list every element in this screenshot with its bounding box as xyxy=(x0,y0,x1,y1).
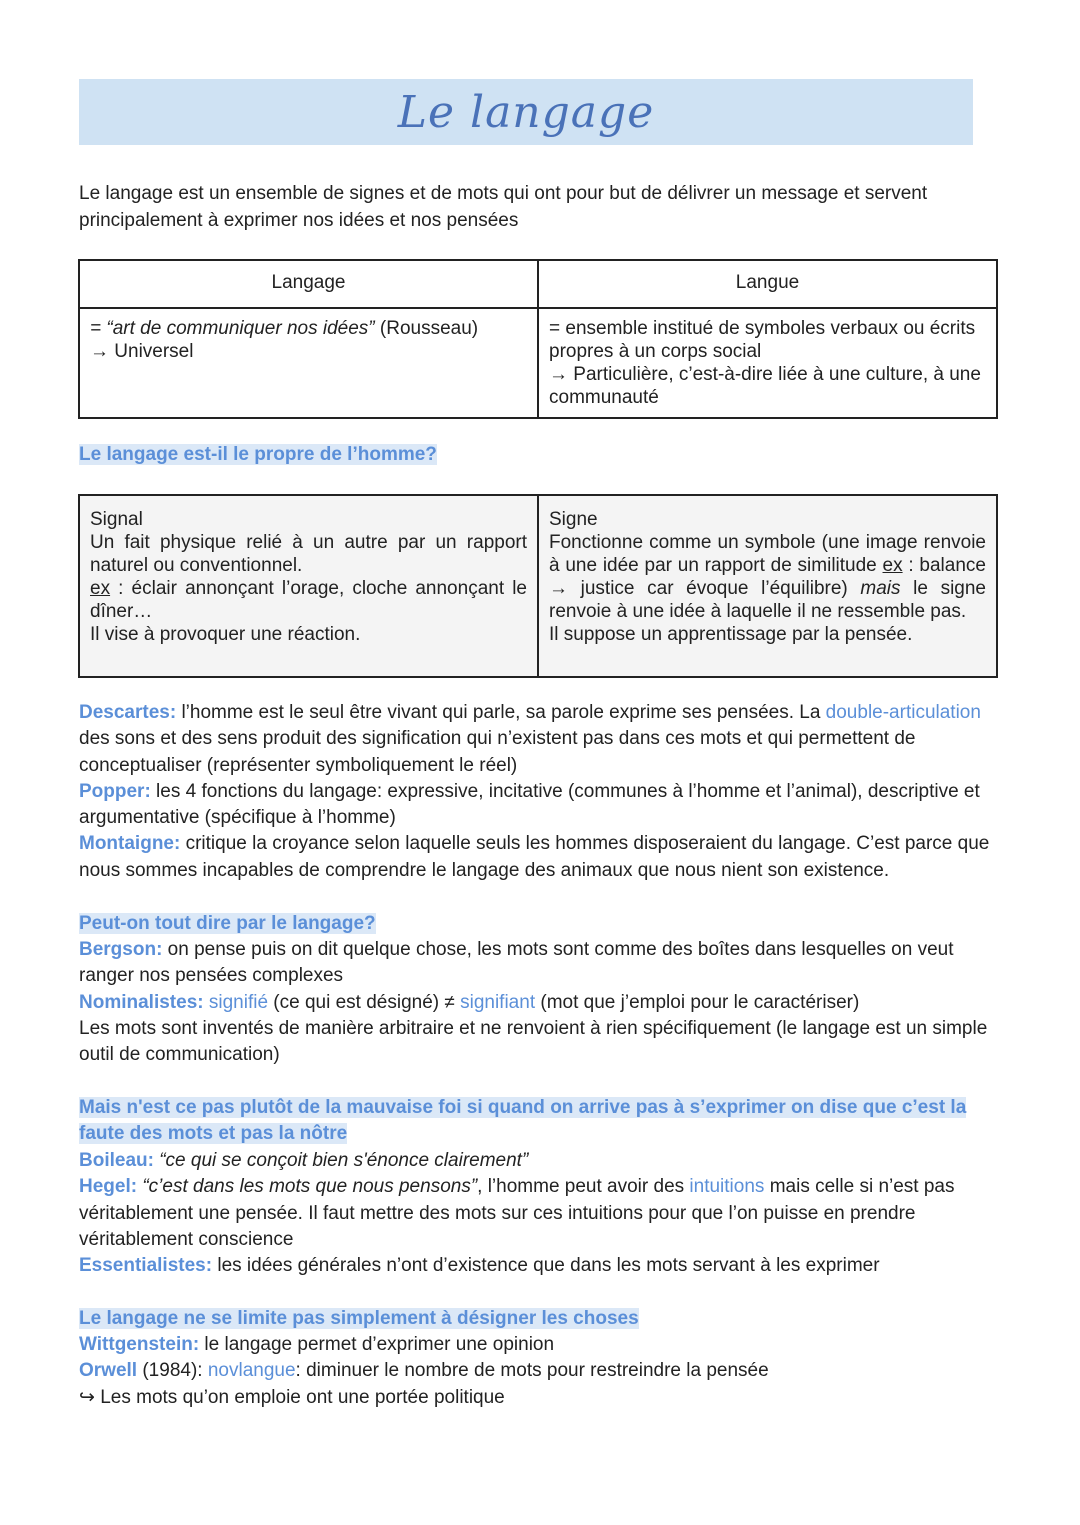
montaigne-text: critique la croyance selon laquelle seuls les hommes disposeraient du langage. C’est parce que nous sommes incapables de comprendre le langage des animaux que nous nient son existence. xyxy=(79,833,990,881)
essentialistes-text: les idées générales n’ont d’existence que dans les mots servant à les exprimer xyxy=(212,1255,880,1277)
intro-paragraph: Le langage est un ensemble de signes et de mots qui ont pour but de délivrer un message et servent principalement à exprimer nos idées et nos pensées xyxy=(79,183,928,231)
descartes-name: Descartes: xyxy=(79,702,177,723)
signe-title: Signe xyxy=(549,509,598,530)
signe-cell xyxy=(538,495,997,677)
hegel-text-a: , l’homme peut avoir des xyxy=(477,1176,690,1198)
langue-definition: = ensemble institué de symboles verbaux ou écrits propres à un corps social xyxy=(549,318,976,362)
langage-langue-table xyxy=(78,259,998,419)
nominalistes-line2: Les mots sont inventés de manière arbitraire et ne renvoient à rien spécifiquement (le langage est un simple outil de communication) xyxy=(79,1017,988,1066)
langage-header: Langage xyxy=(79,260,538,308)
essentialistes-name: Essentialistes: xyxy=(79,1255,213,1277)
signe-def-a: Fonctionne comme un symbole (une image renvoie à une idée par un rapport de similitude xyxy=(549,532,986,576)
boileau-entry xyxy=(79,1148,1004,1174)
page-title: Le langage xyxy=(397,86,655,138)
popper-entry xyxy=(79,779,1004,832)
bergson-name: Bergson: xyxy=(79,939,163,960)
descartes-entry xyxy=(79,700,1004,779)
section-4 xyxy=(79,1332,1004,1411)
wittgenstein-name: Wittgenstein: xyxy=(79,1334,200,1355)
popper-name: Popper: xyxy=(79,780,151,802)
novlangue-term: novlangue xyxy=(207,1360,296,1382)
signe-purpose: Il suppose un apprentissage par la pensée. xyxy=(549,624,913,645)
intuitions-term: intuitions xyxy=(689,1176,765,1198)
boileau-name: Boileau: xyxy=(79,1150,154,1171)
question-heading-1: Le langage est-il le propre de l’homme? xyxy=(79,444,437,465)
wittgenstein-entry xyxy=(79,1332,1004,1358)
essentialistes-entry xyxy=(79,1253,1004,1279)
signal-title: Signal xyxy=(90,509,143,530)
langage-cell xyxy=(79,308,538,418)
signal-purpose: Il vise à provoquer une réaction. xyxy=(90,624,361,645)
question-heading-2: Peut-on tout dire par le langage? xyxy=(79,913,376,934)
langage-universel: → Universel xyxy=(90,341,194,362)
orwell-name: Orwell xyxy=(79,1360,138,1382)
signe-def-b: : balance → justice car évoque l’équilibre) xyxy=(549,555,986,599)
signal-ex-label: ex xyxy=(90,578,111,599)
nominalistes-entry xyxy=(79,990,1004,1016)
wittgenstein-text: le langage permet d’exprimer une opinion xyxy=(199,1334,555,1355)
langue-cell xyxy=(538,308,997,418)
signifie-term: signifié xyxy=(208,991,269,1013)
conclusion-line: ↪ Les mots qu’on emploie ont une portée politique xyxy=(79,1386,505,1408)
signal-cell xyxy=(79,495,538,677)
signal-example: : éclair annonçant l’orage, cloche annonçant le dîner… xyxy=(90,578,527,622)
orwell-entry xyxy=(79,1358,1004,1384)
orwell-text-b: : diminuer le nombre de mots pour restreindre la pensée xyxy=(295,1360,769,1382)
title-banner xyxy=(79,79,973,145)
hegel-entry xyxy=(79,1174,1004,1253)
montaigne-entry xyxy=(79,831,1004,884)
signifiant-term: signifiant xyxy=(460,991,536,1013)
popper-text: les 4 fonctions du langage: expressive, incitative (communes à l’homme et l’animal), descriptive et argumentative (spécifique à l’homme) xyxy=(79,780,980,829)
montaigne-name: Montaigne: xyxy=(79,833,181,855)
descartes-text-b: des sons et des sens produit des signification qui n’existent pas dans ces mots et qui permettent de conceptualiser (représenter symboliquement le réel) xyxy=(79,728,916,776)
nominalistes-text-b: (mot que j’emploi pour le caractériser) xyxy=(535,991,860,1013)
double-articulation-term: double-articulation xyxy=(825,702,981,723)
rousseau-quote: = “art de communiquer nos idées” xyxy=(90,318,375,339)
signe-ex-label: ex xyxy=(882,555,903,576)
signe-mais: mais xyxy=(860,578,901,599)
langue-header: Langue xyxy=(538,260,997,308)
bergson-text: on pense puis on dit quelque chose, les mots sont comme des boîtes dans lesquelles on veut ranger nos pensées complexes xyxy=(79,939,954,987)
orwell-text-a: (1984): xyxy=(137,1360,208,1382)
nominalistes-text-a: (ce qui est désigné) ≠ xyxy=(268,991,461,1013)
section-3 xyxy=(79,1148,1004,1279)
langue-particuliere: → Particulière, c’est-à-dire liée à une culture, à une communauté xyxy=(549,364,981,408)
descartes-text-a: l’homme est le seul être vivant qui parle, sa parole exprime ses pensées. La xyxy=(176,702,826,723)
nominalistes-name: Nominalistes: xyxy=(79,991,204,1013)
hegel-quote: “c’est dans les mots que nous pensons” xyxy=(137,1176,478,1198)
rousseau-attribution: (Rousseau) xyxy=(374,318,479,339)
bergson-entry xyxy=(79,937,1004,990)
boileau-quote: “ce qui se conçoit bien s'énonce clairement” xyxy=(153,1150,529,1171)
question-heading-3: Mais n'est ce pas plutôt de la mauvaise foi si quand on arrive pas à s’exprimer on dise que c’est la faute des mots et pas la nôtre xyxy=(79,1097,967,1144)
section-1 xyxy=(79,700,1004,884)
signal-signe-table xyxy=(78,494,998,678)
hegel-name: Hegel: xyxy=(79,1176,138,1198)
signal-definition: Un fait physique relié à un autre par un rapport naturel ou conventionnel. xyxy=(90,532,527,576)
question-heading-4: Le langage ne se limite pas simplement à désigner les choses xyxy=(79,1308,639,1329)
hegel-text-b: mais celle si n’est pas véritablement une pensée. Il faut mettre des mots sur ces intuitions pour que l’on puisse en prendre véritablement conscience xyxy=(79,1176,955,1250)
signe-def-c: le signe renvoie à une idée à laquelle il ne ressemble pas. xyxy=(549,578,986,622)
section-2 xyxy=(79,937,1004,1068)
